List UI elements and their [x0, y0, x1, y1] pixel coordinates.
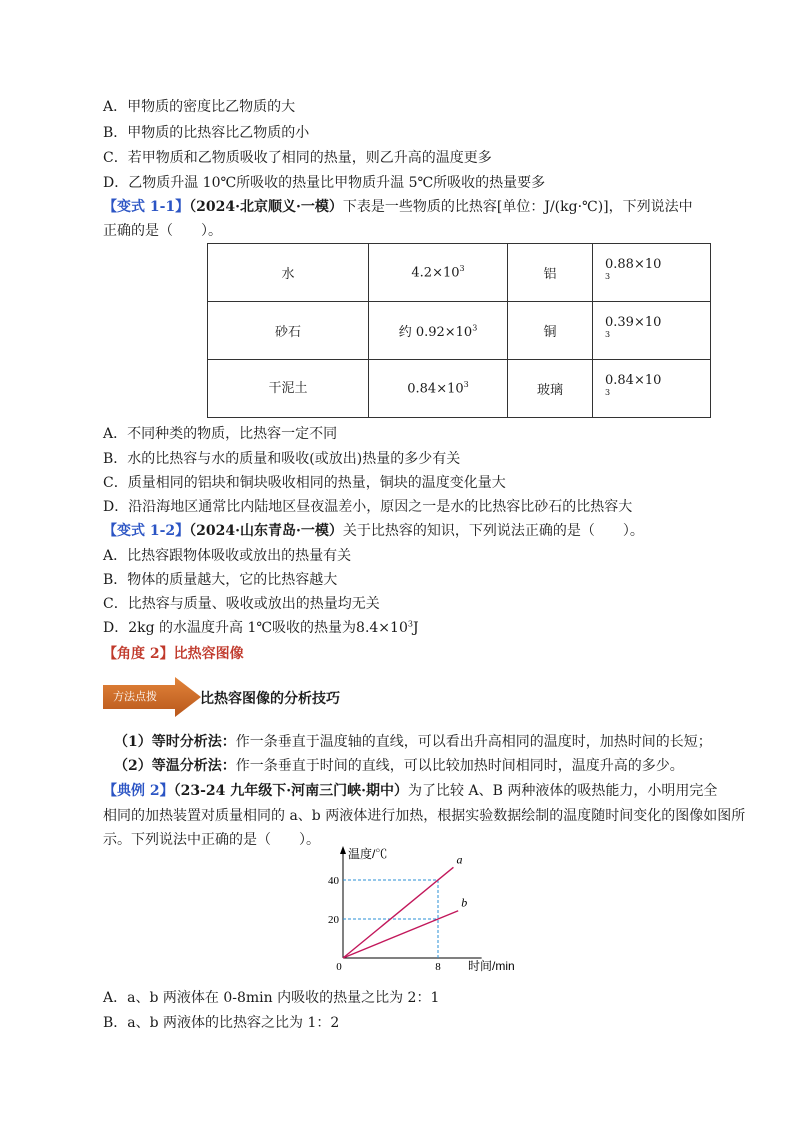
method-2: （2）等温分析法：作一条垂直于时间的直线，可以比较加热时间相同时，温度升高的多少。 — [114, 758, 684, 774]
table-row — [208, 244, 711, 302]
table-cell: 约 $0.92\times 10^3$ — [369, 302, 508, 360]
variant-tag: 【变式 1-1】 — [103, 199, 190, 215]
x-tick-label: 8 — [435, 961, 441, 973]
option-b: B．甲物质的比热容比乙物质的小 — [103, 125, 310, 141]
table-cell: 0.88×10 $^3$ — [593, 244, 711, 302]
option-d: D．乙物质升温 10℃所吸收的热量比甲物质升温 5℃所吸收的热量要多 — [103, 175, 546, 191]
method-1: （1）等时分析法：作一条垂直于温度轴的直线，可以看出升高相同的温度时，加热时间的长短； — [114, 734, 712, 750]
variant-tag: 【变式 1-2】 — [103, 523, 190, 539]
option-a: A．甲物质的密度比乙物质的大 — [103, 99, 296, 115]
table-cell: $0.84\times 10^3$ — [369, 360, 508, 418]
option-d: D．沿沿海地区通常比内陆地区昼夜温差小，原因之一是水的比热容比砂石的比热容大 — [103, 499, 633, 515]
table-row — [208, 302, 711, 360]
example-stem: 为了比较 A、B 两种液体的吸热能力，小明用完全 — [408, 783, 718, 799]
section-title: 【角度 2】比热容图像 — [103, 646, 244, 662]
variant-source: （2024·山东青岛·一模） — [189, 523, 343, 539]
table-cell: 0.39×10 $^3$ — [593, 302, 711, 360]
option-d: D．2kg 的水温度升高 1℃吸收的热量为$8.4\times 10^3J$ — [103, 619, 419, 636]
y-tick-label: 20 — [328, 914, 339, 926]
y-axis-label: 温度/℃ — [348, 847, 388, 861]
variant-stem-cont: 正确的是（ ）。 — [103, 223, 222, 239]
table-cell: 水 — [208, 244, 369, 302]
option-b: B．物体的质量越大，它的比热容越大 — [103, 572, 338, 588]
variant-stem: 下表是一些物质的比热容[单位：J/(kg·℃)]，下列说法中 — [342, 199, 693, 215]
option-a: A．比热容跟物体吸收或放出的热量有关 — [103, 548, 352, 564]
option-a: A．a、b 两液体在 0-8min 内吸收的热量之比为 2：1 — [103, 990, 440, 1006]
x-axis-label: 时间/min — [468, 959, 515, 973]
table-cell: 干泥土 — [208, 360, 369, 418]
example-tag: 【典例 2】 — [103, 783, 174, 799]
option-b: B．a、b 两液体的比热容之比为 1：2 — [103, 1015, 340, 1031]
example-source: （23-24 九年级下·河南三门峡·期中） — [173, 783, 409, 799]
example-stem-cont: 示。下列说法中正确的是（ ）。 — [103, 832, 320, 848]
origin-label: 0 — [336, 961, 342, 973]
y-tick-label: 40 — [328, 875, 339, 887]
option-c: C．若甲物质和乙物质吸收了相同的热量，则乙升高的温度更多 — [103, 150, 492, 166]
specific-heat-table — [207, 243, 711, 418]
variant-1-1-header — [103, 196, 693, 216]
option-b: B．水的比热容与水的质量和吸收(或放出)热量的多少有关 — [103, 451, 461, 467]
variant-stem: 关于比热容的知识，下列说法正确的是（ ）。 — [342, 523, 644, 539]
series-line-b — [343, 911, 458, 958]
table-cell: $4.2\times 10^3$ — [369, 244, 508, 302]
option-c: C．比热容与质量、吸收或放出的热量均无关 — [103, 596, 380, 612]
table-cell: 铜 — [508, 302, 593, 360]
table-row — [208, 360, 711, 418]
temperature-time-chart — [320, 840, 520, 975]
series-label-b: b — [461, 895, 468, 910]
series-label-a: a — [456, 852, 463, 867]
option-a: A．不同种类的物质，比热容一定不同 — [103, 426, 338, 442]
table-cell: 砂石 — [208, 302, 369, 360]
series-line-a — [343, 867, 453, 958]
example-stem-cont: 相同的加热装置对质量相同的 a、b 两液体进行加热，根据实验数据绘制的温度随时间变化的图像如图所 — [103, 808, 746, 824]
table-cell: 铝 — [508, 244, 593, 302]
table-cell: 0.84×10 $^3$ — [593, 360, 711, 418]
y-axis-arrow-icon — [340, 846, 346, 854]
method-title: 比热容图像的分析技巧 — [200, 691, 340, 707]
variant-1-2-header — [103, 520, 644, 540]
option-c: C．质量相同的铝块和铜块吸收相同的热量，铜块的温度变化量大 — [103, 475, 506, 491]
example-2-header — [103, 780, 717, 800]
table-cell: 玻璃 — [508, 360, 593, 418]
variant-source: （2024·北京顺义·一模） — [189, 199, 343, 215]
method-tag: 方法点拨 — [113, 690, 157, 703]
